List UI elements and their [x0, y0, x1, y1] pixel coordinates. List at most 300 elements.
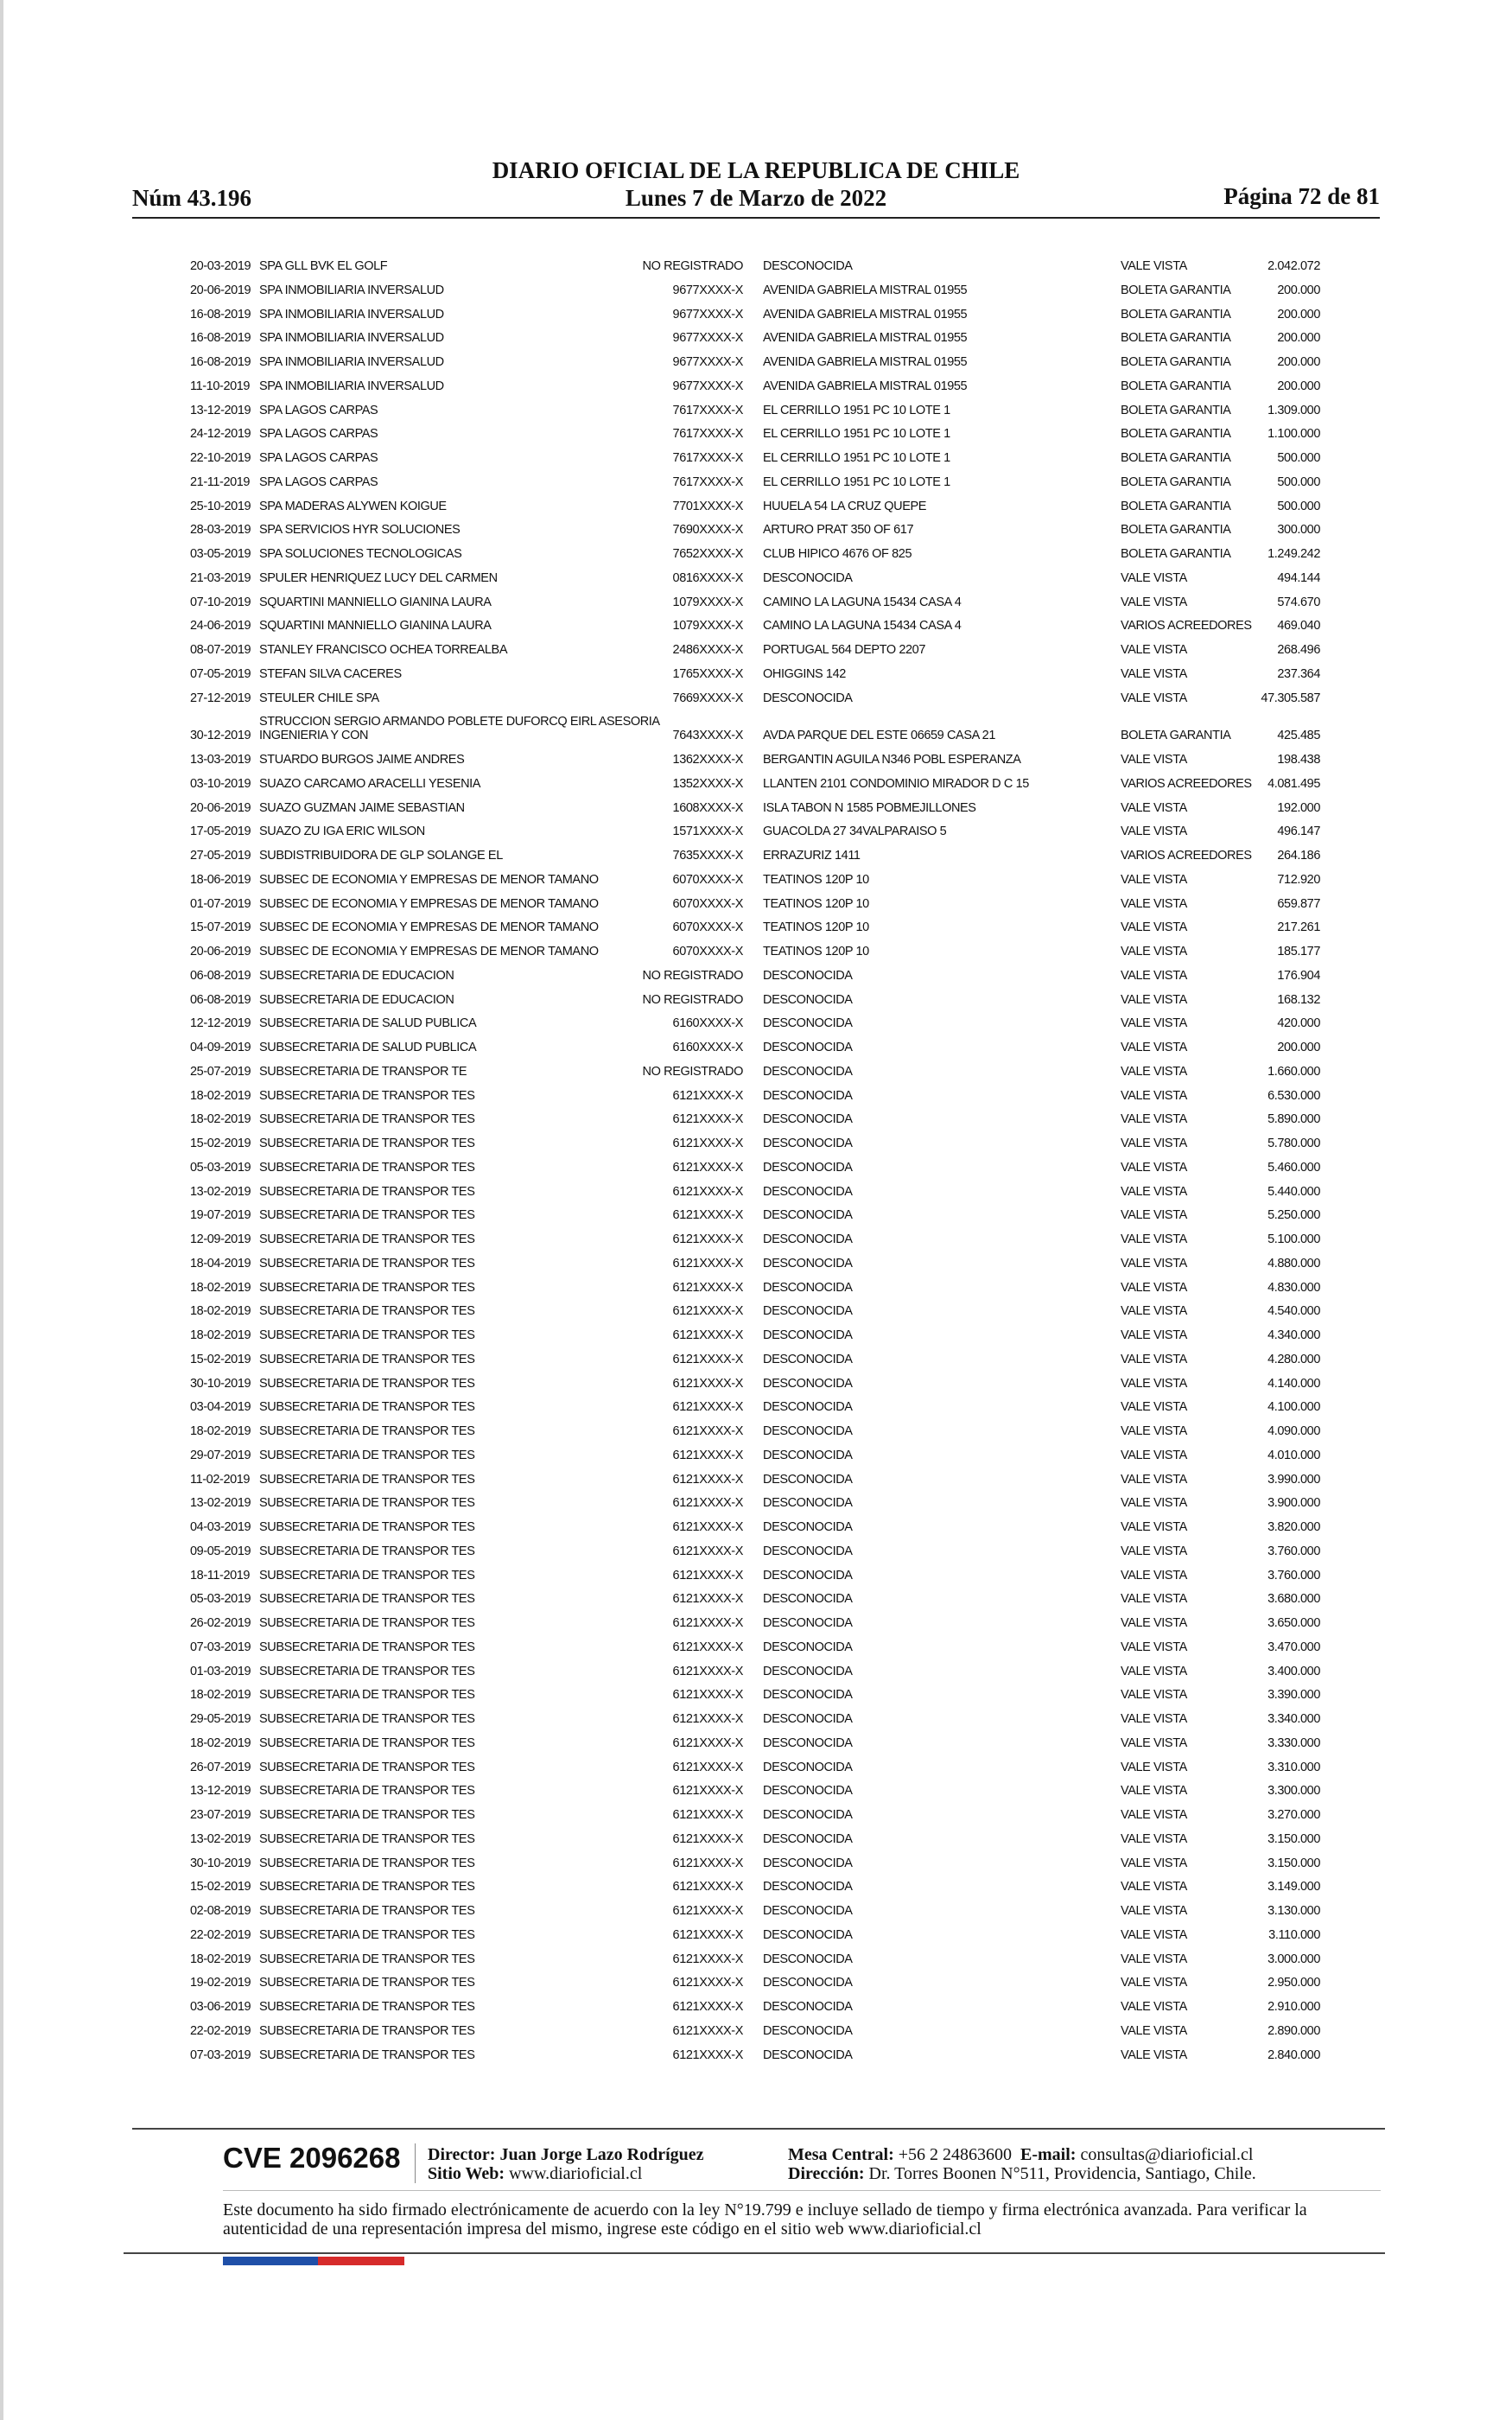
web-label: Sitio Web: [428, 2164, 505, 2183]
row-document-type: VALE VISTA [1121, 1544, 1187, 1558]
row-name: SUBSECRETARIA DE TRANSPOR TES [259, 1664, 475, 1678]
row-document-type: VALE VISTA [1121, 872, 1187, 887]
row-date: 30-10-2019 [190, 1856, 251, 1870]
row-rut: 9677XXXX-X [672, 355, 743, 369]
row-date: 13-12-2019 [190, 1784, 251, 1799]
row-name: SUBSECRETARIA DE TRANSPOR TES [259, 1904, 475, 1918]
header-divider [132, 217, 1380, 219]
row-amount: 4.090.000 [1267, 1424, 1320, 1438]
row-name: SUBSECRETARIA DE TRANSPOR TES [259, 2000, 475, 2014]
row-address: ARTURO PRAT 350 OF 617 [763, 523, 914, 538]
row-date: 13-02-2019 [190, 1184, 251, 1199]
row-rut: 6121XXXX-X [672, 1735, 743, 1750]
row-rut: 6121XXXX-X [672, 1328, 743, 1342]
row-date: 18-04-2019 [190, 1256, 251, 1270]
row-address: DESCONOCIDA [763, 1856, 853, 1870]
row-date: 09-05-2019 [190, 1544, 251, 1558]
row-document-type: VALE VISTA [1121, 1280, 1187, 1295]
row-address: LLANTEN 2101 CONDOMINIO MIRADOR D C 15 [763, 776, 1029, 791]
row-rut: 9677XXXX-X [672, 331, 743, 346]
row-rut: NO REGISTRADO [642, 992, 743, 1007]
row-amount: 4.081.495 [1267, 776, 1320, 791]
row-address: DESCONOCIDA [763, 1592, 853, 1607]
row-date: 18-02-2019 [190, 1952, 251, 1966]
row-amount: 4.830.000 [1267, 1280, 1320, 1295]
row-amount: 4.140.000 [1267, 1376, 1320, 1391]
row-address: TEATINOS 120P 10 [763, 872, 869, 887]
row-name: SUBSECRETARIA DE TRANSPOR TES [259, 1256, 475, 1270]
row-address: EL CERRILLO 1951 PC 10 LOTE 1 [763, 451, 950, 465]
row-address: DESCONOCIDA [763, 1472, 853, 1487]
row-amount: 237.364 [1277, 666, 1320, 681]
row-name: SUBSECRETARIA DE TRANSPOR TES [259, 1137, 475, 1150]
row-amount: 200.000 [1277, 307, 1320, 322]
row-document-type: VALE VISTA [1121, 595, 1187, 609]
row-name: SUBSEC DE ECONOMIA Y EMPRESAS DE MENOR TAMANO [259, 872, 599, 887]
row-document-type: BOLETA GARANTIA [1121, 283, 1231, 297]
row-rut: 2486XXXX-X [672, 643, 743, 657]
row-name: SUBSECRETARIA DE TRANSPOR TES [259, 1184, 475, 1199]
row-rut: 6121XXXX-X [672, 1304, 743, 1319]
row-date: 15-02-2019 [190, 1352, 251, 1366]
row-name: SPA INMOBILIARIA INVERSALUD [259, 379, 444, 393]
row-name: SUBSECRETARIA DE TRANSPOR TES [259, 1688, 475, 1703]
row-document-type: VALE VISTA [1121, 1856, 1187, 1870]
row-date: 21-11-2019 [190, 474, 251, 489]
row-address: DESCONOCIDA [763, 1160, 853, 1175]
row-rut: 7669XXXX-X [672, 691, 743, 705]
row-address: DESCONOCIDA [763, 2000, 853, 2014]
row-name: SUBSECRETARIA DE EDUCACION [259, 992, 454, 1007]
row-date: 07-05-2019 [190, 666, 251, 681]
row-amount: 494.144 [1277, 570, 1320, 585]
row-date: 18-02-2019 [190, 1328, 251, 1342]
flag-stripe-red [318, 2257, 404, 2265]
row-date: 18-02-2019 [190, 1112, 251, 1127]
row-date: 06-08-2019 [190, 968, 251, 983]
cve-code: CVE 2096268 [223, 2142, 401, 2174]
row-name: SPA LAGOS CARPAS [259, 451, 378, 465]
email-label: E-mail: [1020, 2145, 1077, 2164]
row-address: DESCONOCIDA [763, 1568, 853, 1583]
row-address: BERGANTIN AGUILA N346 POBL ESPERANZA [763, 753, 1021, 767]
row-date: 18-02-2019 [190, 1688, 251, 1703]
row-amount: 420.000 [1277, 1016, 1320, 1031]
row-date: 13-03-2019 [190, 753, 251, 767]
row-document-type: VARIOS ACREEDORES [1121, 849, 1252, 863]
row-name: SPA GLL BVK EL GOLF [259, 259, 388, 273]
row-name: SUBSECRETARIA DE EDUCACION [259, 968, 454, 983]
row-name: SUBSECRETARIA DE TRANSPOR TES [259, 1376, 475, 1391]
row-name: SUBSECRETARIA DE TRANSPOR TES [259, 1640, 475, 1654]
row-rut: 6121XXXX-X [672, 1376, 743, 1391]
row-document-type: VALE VISTA [1121, 1496, 1187, 1511]
row-name: SUBSECRETARIA DE TRANSPOR TES [259, 1784, 475, 1799]
legal-notice: Este documento ha sido firmado electrónicamente de acuerdo con la ley N°19.799 e incluye sellado de tiempo y firma electrónica avanzada. Para verificar la autenticidad de una representación impresa del mismo, ingrese este código en el sitio web www.diarioficial.cl [223, 2200, 1307, 2238]
row-amount: 425.485 [1277, 729, 1320, 743]
row-amount: 217.261 [1277, 920, 1320, 935]
row-document-type: VARIOS ACREEDORES [1121, 619, 1252, 634]
director-label: Director: [428, 2145, 496, 2164]
row-name: SUBSECRETARIA DE TRANSPOR TES [259, 1112, 475, 1127]
row-rut: 1362XXXX-X [672, 753, 743, 767]
row-document-type: BOLETA GARANTIA [1121, 729, 1231, 743]
row-amount: 500.000 [1277, 499, 1320, 513]
row-address: DESCONOCIDA [763, 1808, 853, 1822]
row-rut: 6121XXXX-X [672, 1784, 743, 1799]
row-document-type: VALE VISTA [1121, 825, 1187, 839]
row-date: 04-03-2019 [190, 1520, 251, 1534]
row-document-type: BOLETA GARANTIA [1121, 451, 1231, 465]
row-document-type: VALE VISTA [1121, 1784, 1187, 1799]
row-address: DESCONOCIDA [763, 1041, 853, 1054]
row-document-type: VALE VISTA [1121, 1472, 1187, 1487]
row-amount: 3.470.000 [1267, 1640, 1320, 1654]
row-document-type: VALE VISTA [1121, 2047, 1187, 2062]
row-date: 07-03-2019 [190, 1640, 251, 1654]
row-address: HUUELA 54 LA CRUZ QUEPE [763, 499, 927, 513]
row-address: DESCONOCIDA [763, 570, 853, 585]
row-address: CLUB HIPICO 4676 OF 825 [763, 547, 912, 561]
row-address: TEATINOS 120P 10 [763, 945, 869, 958]
row-address: DESCONOCIDA [763, 259, 853, 273]
row-document-type: VALE VISTA [1121, 1760, 1187, 1774]
page-number: Página 72 de 81 [1223, 183, 1380, 209]
row-rut: 6121XXXX-X [672, 1640, 743, 1654]
row-address: DESCONOCIDA [763, 1952, 853, 1966]
row-address: DESCONOCIDA [763, 1927, 853, 1942]
row-rut: 6121XXXX-X [672, 1712, 743, 1726]
row-document-type: BOLETA GARANTIA [1121, 523, 1231, 538]
row-address: AVENIDA GABRIELA MISTRAL 01955 [763, 283, 968, 297]
row-document-type: BOLETA GARANTIA [1121, 307, 1231, 322]
row-address: DESCONOCIDA [763, 1112, 853, 1127]
row-name: SPA LAGOS CARPAS [259, 474, 378, 489]
row-rut: 6121XXXX-X [672, 2000, 743, 2014]
row-rut: 6070XXXX-X [672, 872, 743, 887]
row-name: SUBSECRETARIA DE TRANSPOR TES [259, 1304, 475, 1319]
row-rut: 6070XXXX-X [672, 896, 743, 911]
row-name: SUBSECRETARIA DE SALUD PUBLICA [259, 1016, 477, 1031]
row-date: 22-10-2019 [190, 451, 251, 465]
row-address: DESCONOCIDA [763, 1448, 853, 1462]
row-date: 16-08-2019 [190, 355, 251, 369]
row-document-type: VALE VISTA [1121, 800, 1187, 815]
phone-number: +56 2 24863600 [898, 2145, 1013, 2164]
row-date: 24-12-2019 [190, 427, 251, 442]
row-date: 01-03-2019 [190, 1664, 251, 1678]
row-name: SUAZO GUZMAN JAIME SEBASTIAN [259, 800, 465, 815]
row-name: SQUARTINI MANNIELLO GIANINA LAURA [259, 619, 492, 634]
row-document-type: VALE VISTA [1121, 1520, 1187, 1534]
row-rut: 7701XXXX-X [672, 499, 743, 513]
row-address: DESCONOCIDA [763, 1088, 853, 1103]
row-date: 16-08-2019 [190, 331, 251, 346]
row-rut: 6121XXXX-X [672, 1232, 743, 1246]
row-name: SUBSECRETARIA DE TRANSPOR TES [259, 1927, 475, 1942]
row-document-type: VALE VISTA [1121, 1256, 1187, 1270]
row-document-type: VARIOS ACREEDORES [1121, 776, 1252, 791]
row-name: SUBSECRETARIA DE TRANSPOR TES [259, 1568, 475, 1583]
row-document-type: VALE VISTA [1121, 1232, 1187, 1246]
row-name: SPA SERVICIOS HYR SOLUCIONES [259, 523, 461, 538]
row-document-type: VALE VISTA [1121, 1712, 1187, 1726]
row-date: 26-02-2019 [190, 1616, 251, 1630]
flag-stripe-blue [223, 2257, 318, 2265]
row-rut: 6070XXXX-X [672, 945, 743, 958]
row-amount: 176.904 [1277, 968, 1320, 983]
row-document-type: VALE VISTA [1121, 1952, 1187, 1966]
row-name: SPA LAGOS CARPAS [259, 403, 378, 417]
page-edge [0, 0, 3, 2420]
row-document-type: BOLETA GARANTIA [1121, 474, 1231, 489]
row-document-type: VALE VISTA [1121, 1016, 1187, 1031]
row-amount: 3.400.000 [1267, 1664, 1320, 1678]
row-amount: 500.000 [1277, 451, 1320, 465]
row-amount: 3.149.000 [1267, 1880, 1320, 1895]
row-date: 03-10-2019 [190, 776, 251, 791]
row-address: AVDA PARQUE DEL ESTE 06659 CASA 21 [763, 729, 996, 743]
row-amount: 3.310.000 [1267, 1760, 1320, 1774]
row-amount: 192.000 [1277, 800, 1320, 815]
row-rut: 1571XXXX-X [672, 825, 743, 839]
row-rut: 6121XXXX-X [672, 1088, 743, 1103]
row-rut: 6121XXXX-X [672, 1664, 743, 1678]
row-document-type: VALE VISTA [1121, 1424, 1187, 1438]
row-document-type: VALE VISTA [1121, 968, 1187, 983]
row-address: TEATINOS 120P 10 [763, 896, 869, 911]
row-rut: 6121XXXX-X [672, 1568, 743, 1583]
row-name: SUBSECRETARIA DE TRANSPOR TES [259, 1472, 475, 1487]
row-name: SUBSEC DE ECONOMIA Y EMPRESAS DE MENOR TAMANO [259, 945, 599, 958]
row-document-type: VALE VISTA [1121, 1927, 1187, 1942]
row-name: SUBSECRETARIA DE TRANSPOR TES [259, 1496, 475, 1511]
row-rut: 6121XXXX-X [672, 1137, 743, 1150]
row-rut: 6121XXXX-X [672, 1952, 743, 1966]
row-amount: 2.950.000 [1267, 1976, 1320, 1990]
row-name: SUBSECRETARIA DE TRANSPOR TES [259, 1976, 475, 1990]
row-amount: 2.042.072 [1267, 259, 1320, 273]
row-document-type: VALE VISTA [1121, 1880, 1187, 1895]
row-name: SUBSECRETARIA DE TRANSPOR TES [259, 1616, 475, 1630]
row-amount: 264.186 [1277, 849, 1320, 863]
row-address: ERRAZURIZ 1411 [763, 849, 861, 863]
row-date: 15-02-2019 [190, 1880, 251, 1895]
row-date: 23-07-2019 [190, 1808, 251, 1822]
row-name: SUBSECRETARIA DE TRANSPOR TES [259, 2023, 475, 2038]
row-amount: 3.000.000 [1267, 1952, 1320, 1966]
row-address: DESCONOCIDA [763, 1280, 853, 1295]
row-document-type: VALE VISTA [1121, 1160, 1187, 1175]
row-date: 16-08-2019 [190, 307, 251, 322]
row-address: AVENIDA GABRIELA MISTRAL 01955 [763, 355, 968, 369]
row-name: SUBSECRETARIA DE SALUD PUBLICA [259, 1041, 477, 1054]
row-address: DESCONOCIDA [763, 691, 853, 705]
issue-date: Lunes 7 de Marzo de 2022 [625, 185, 887, 211]
row-document-type: VALE VISTA [1121, 920, 1187, 935]
row-date: 15-07-2019 [190, 920, 251, 935]
row-amount: 3.650.000 [1267, 1616, 1320, 1630]
row-rut: 6121XXXX-X [672, 1831, 743, 1846]
row-document-type: VALE VISTA [1121, 1448, 1187, 1462]
row-document-type: VALE VISTA [1121, 1400, 1187, 1415]
row-document-type: BOLETA GARANTIA [1121, 547, 1231, 561]
row-document-type: VALE VISTA [1121, 2023, 1187, 2038]
row-amount: 712.920 [1277, 872, 1320, 887]
row-amount: 6.530.000 [1267, 1088, 1320, 1103]
row-date: 19-02-2019 [190, 1976, 251, 1990]
row-address: DESCONOCIDA [763, 2023, 853, 2038]
row-amount: 47.305.587 [1261, 691, 1320, 705]
row-amount: 5.780.000 [1267, 1137, 1320, 1150]
row-rut: 6121XXXX-X [672, 1760, 743, 1774]
row-rut: 6121XXXX-X [672, 2023, 743, 2038]
row-rut: 9677XXXX-X [672, 283, 743, 297]
row-name: SUBSECRETARIA DE TRANSPOR TES [259, 1208, 475, 1223]
row-amount: 496.147 [1277, 825, 1320, 839]
row-document-type: BOLETA GARANTIA [1121, 403, 1231, 417]
row-name: SUBSECRETARIA DE TRANSPOR TES [259, 1544, 475, 1558]
row-date: 18-11-2019 [190, 1568, 251, 1583]
row-address: AVENIDA GABRIELA MISTRAL 01955 [763, 307, 968, 322]
row-date: 29-05-2019 [190, 1712, 251, 1726]
row-document-type: VALE VISTA [1121, 1664, 1187, 1678]
row-date: 18-06-2019 [190, 872, 251, 887]
row-rut: 6121XXXX-X [672, 1856, 743, 1870]
row-name: SUBSECRETARIA DE TRANSPOR TES [259, 1448, 475, 1462]
row-address: CAMINO LA LAGUNA 15434 CASA 4 [763, 619, 962, 634]
row-address: OHIGGINS 142 [763, 666, 846, 681]
row-date: 05-03-2019 [190, 1160, 251, 1175]
row-date: 25-07-2019 [190, 1064, 251, 1079]
row-rut: 1079XXXX-X [672, 595, 743, 609]
director-name: Juan Jorge Lazo Rodríguez [499, 2145, 704, 2164]
row-date: 27-12-2019 [190, 691, 251, 705]
row-document-type: VALE VISTA [1121, 1208, 1187, 1223]
row-document-type: VALE VISTA [1121, 666, 1187, 681]
row-date: 03-05-2019 [190, 547, 251, 561]
row-rut: 1079XXXX-X [672, 619, 743, 634]
row-document-type: VALE VISTA [1121, 1568, 1187, 1583]
row-amount: 3.390.000 [1267, 1688, 1320, 1703]
row-amount: 3.760.000 [1267, 1544, 1320, 1558]
row-date: 18-02-2019 [190, 1735, 251, 1750]
row-address: DESCONOCIDA [763, 1304, 853, 1319]
row-name: SPA INMOBILIARIA INVERSALUD [259, 355, 444, 369]
row-rut: 1352XXXX-X [672, 776, 743, 791]
row-rut: 6160XXXX-X [672, 1041, 743, 1054]
row-date: 17-05-2019 [190, 825, 251, 839]
row-document-type: VALE VISTA [1121, 1137, 1187, 1150]
row-amount: 5.440.000 [1267, 1184, 1320, 1199]
row-address: TEATINOS 120P 10 [763, 920, 869, 935]
row-document-type: VALE VISTA [1121, 1904, 1187, 1918]
row-document-type: VALE VISTA [1121, 643, 1187, 657]
row-document-type: VALE VISTA [1121, 1328, 1187, 1342]
row-amount: 5.460.000 [1267, 1160, 1320, 1175]
row-date: 21-03-2019 [190, 570, 251, 585]
row-amount: 4.010.000 [1267, 1448, 1320, 1462]
row-address: EL CERRILLO 1951 PC 10 LOTE 1 [763, 474, 950, 489]
row-rut: 7643XXXX-X [672, 729, 743, 743]
row-amount: 3.300.000 [1267, 1784, 1320, 1799]
row-address: DESCONOCIDA [763, 1496, 853, 1511]
row-rut: 7617XXXX-X [672, 427, 743, 442]
row-address: DESCONOCIDA [763, 1688, 853, 1703]
row-address: AVENIDA GABRIELA MISTRAL 01955 [763, 331, 968, 346]
row-address: PORTUGAL 564 DEPTO 2207 [763, 643, 925, 657]
row-name: SUBSECRETARIA DE TRANSPOR TES [259, 1424, 475, 1438]
row-rut: 6121XXXX-X [672, 1160, 743, 1175]
row-document-type: VALE VISTA [1121, 753, 1187, 767]
row-name: SUBSECRETARIA DE TRANSPOR TES [259, 1592, 475, 1607]
row-date: 08-07-2019 [190, 643, 251, 657]
row-address: DESCONOCIDA [763, 1424, 853, 1438]
row-name: SUBSEC DE ECONOMIA Y EMPRESAS DE MENOR TAMANO [259, 896, 599, 911]
row-name: STRUCCION SERGIO ARMANDO POBLETE DUFORCQ EIRL ASESORIA INGENIERIA Y CON [259, 715, 659, 743]
row-address: DESCONOCIDA [763, 1735, 853, 1750]
row-name: SUAZO CARCAMO ARACELLI YESENIA [259, 776, 481, 791]
row-address: DESCONOCIDA [763, 1232, 853, 1246]
row-amount: 3.110.000 [1268, 1927, 1320, 1942]
row-address: DESCONOCIDA [763, 1784, 853, 1799]
email-link[interactable]: consultas@diarioficial.cl [1080, 2145, 1254, 2164]
row-address: DESCONOCIDA [763, 1208, 853, 1223]
row-document-type: VALE VISTA [1121, 1976, 1187, 1990]
row-amount: 200.000 [1277, 355, 1320, 369]
row-date: 11-10-2019 [190, 379, 251, 393]
row-amount: 4.540.000 [1267, 1304, 1320, 1319]
row-date: 26-07-2019 [190, 1760, 251, 1774]
row-rut: 9677XXXX-X [672, 307, 743, 322]
row-rut: 7617XXXX-X [672, 474, 743, 489]
footer-bottom-divider [124, 2252, 1385, 2254]
row-amount: 5.250.000 [1267, 1208, 1320, 1223]
row-name: STANLEY FRANCISCO OCHEA TORREALBA [259, 643, 508, 657]
row-date: 15-02-2019 [190, 1137, 251, 1150]
row-amount: 3.270.000 [1267, 1808, 1320, 1822]
row-document-type: VALE VISTA [1121, 1184, 1187, 1199]
row-rut: 6160XXXX-X [672, 1016, 743, 1031]
row-name: SUBSECRETARIA DE TRANSPOR TES [259, 1280, 475, 1295]
row-rut: NO REGISTRADO [642, 259, 743, 273]
row-document-type: VALE VISTA [1121, 1592, 1187, 1607]
row-date: 12-12-2019 [190, 1016, 251, 1031]
web-link[interactable]: www.diarioficial.cl [509, 2164, 643, 2183]
row-amount: 574.670 [1277, 595, 1320, 609]
row-name: SUBSECRETARIA DE TRANSPOR TES [259, 1952, 475, 1966]
row-rut: 6121XXXX-X [672, 1544, 743, 1558]
row-name: SQUARTINI MANNIELLO GIANINA LAURA [259, 595, 492, 609]
row-amount: 200.000 [1277, 331, 1320, 346]
footer-thin-divider [223, 2190, 1381, 2191]
row-document-type: VALE VISTA [1121, 945, 1187, 958]
row-rut: 6121XXXX-X [672, 1448, 743, 1462]
row-address: DESCONOCIDA [763, 1544, 853, 1558]
row-rut: 6121XXXX-X [672, 1904, 743, 1918]
row-amount: 4.880.000 [1267, 1256, 1320, 1270]
row-name: STEFAN SILVA CACERES [259, 666, 402, 681]
row-address: DESCONOCIDA [763, 1712, 853, 1726]
row-address: DESCONOCIDA [763, 2047, 853, 2062]
row-document-type: BOLETA GARANTIA [1121, 427, 1231, 442]
row-name: SUBSECRETARIA DE TRANSPOR TES [259, 1352, 475, 1366]
row-amount: 4.100.000 [1267, 1400, 1320, 1415]
row-name: SUBSECRETARIA DE TRANSPOR TES [259, 2047, 475, 2062]
contact-info [788, 2145, 1256, 2183]
row-name: SUBSECRETARIA DE TRANSPOR TES [259, 1760, 475, 1774]
row-address: DESCONOCIDA [763, 1016, 853, 1031]
